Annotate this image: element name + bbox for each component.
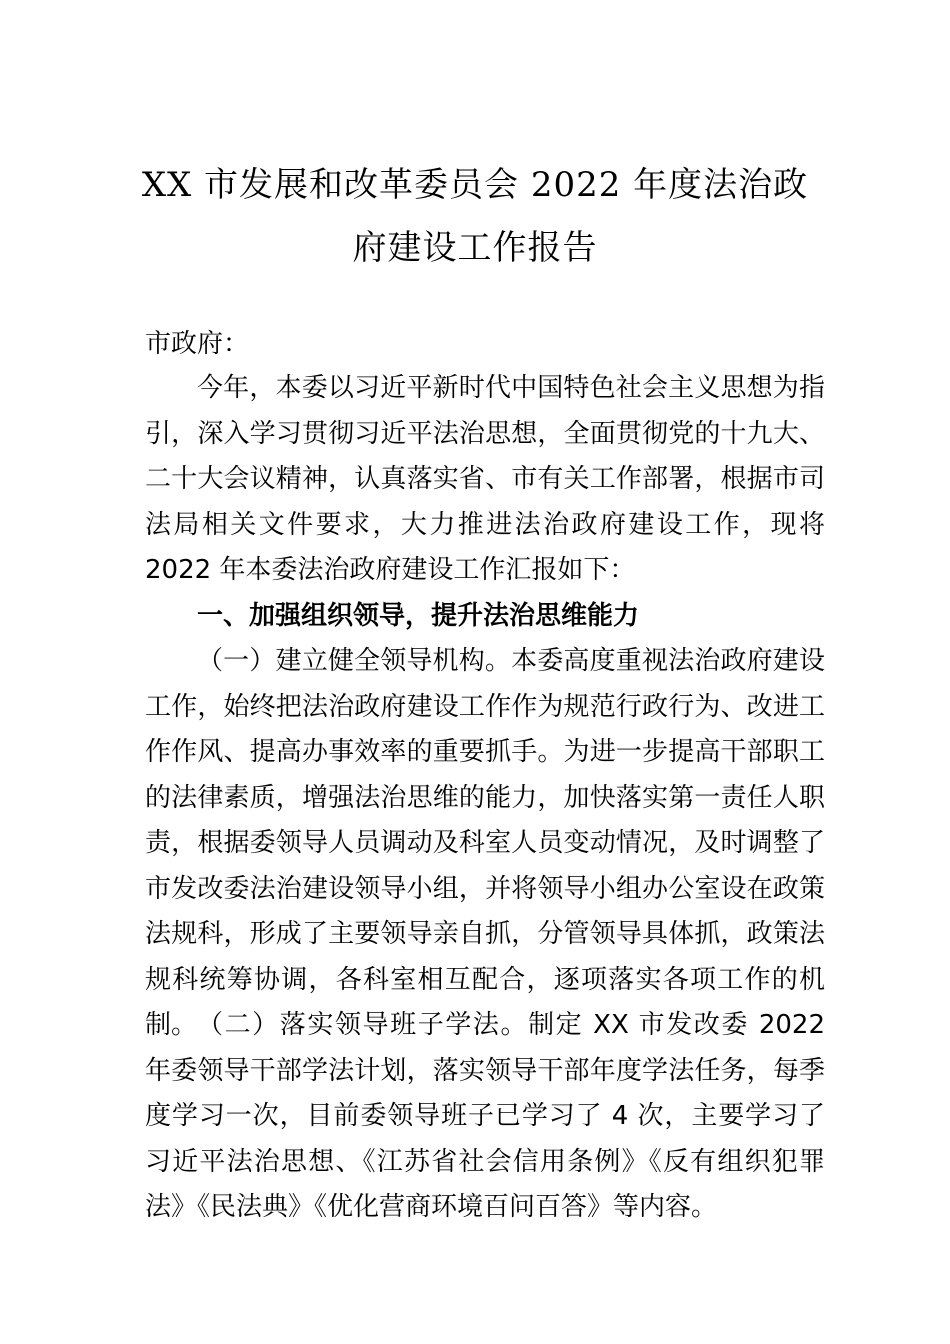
document-title-line-2: 府建设工作报告 [352,228,598,268]
section-heading-1: 一、加强组织领导，提升法治思维能力 [197,601,640,631]
intro-paragraph: 今年，本委以习近平新时代中国特色社会主义思想为指引，深入学习贯彻习近平法治思想，全面贯彻党的十九大、 二十大会议精神，认真落实省、市有关工作部署，根据市司法局相关文件要求，大力推进法治政府建设工作，现将 2022 年本委法治政府建设工作汇报如下： [145,373,825,585]
document-title-line-1: XX 市发展和改革委员会 2022 年度法治政 [141,165,809,205]
salutation: 市政府： [145,329,250,359]
section-1-item-2: （二）落实领导班子学法。制定 XX 市发改委 2022 年委领导干部学法计划，落实领导干部年度学法任务，每季度学习一次，目前委领导班子已学习了 4 次，主要学习了习近平法治思想、《江苏省社会信用条例》《反有组织犯罪法》《民法典》《优化营商环境百问百答》等内容。 [145,1010,825,1222]
section-1-item-1: （一）建立健全领导机构。本委高度重视法治政府建设工作，始终把法治政府建设工作作为规范行政行为、改进工作作风、提高办事效率的重要抓手。为进一步提高干部职工的法律素质，增强法治思维的能力，加快落实第一责任人职责，根据委领导人员调动及科室人员变动情况，及时调整了市发改委法治建设领导小组，并将领导小组办公室设在政策法规科，形成了主要领导亲自抓，分管领导具体抓，政策法规科统筹协调，各科室相互配合，逐项落实各项工作的机制。 [145,646,825,1040]
